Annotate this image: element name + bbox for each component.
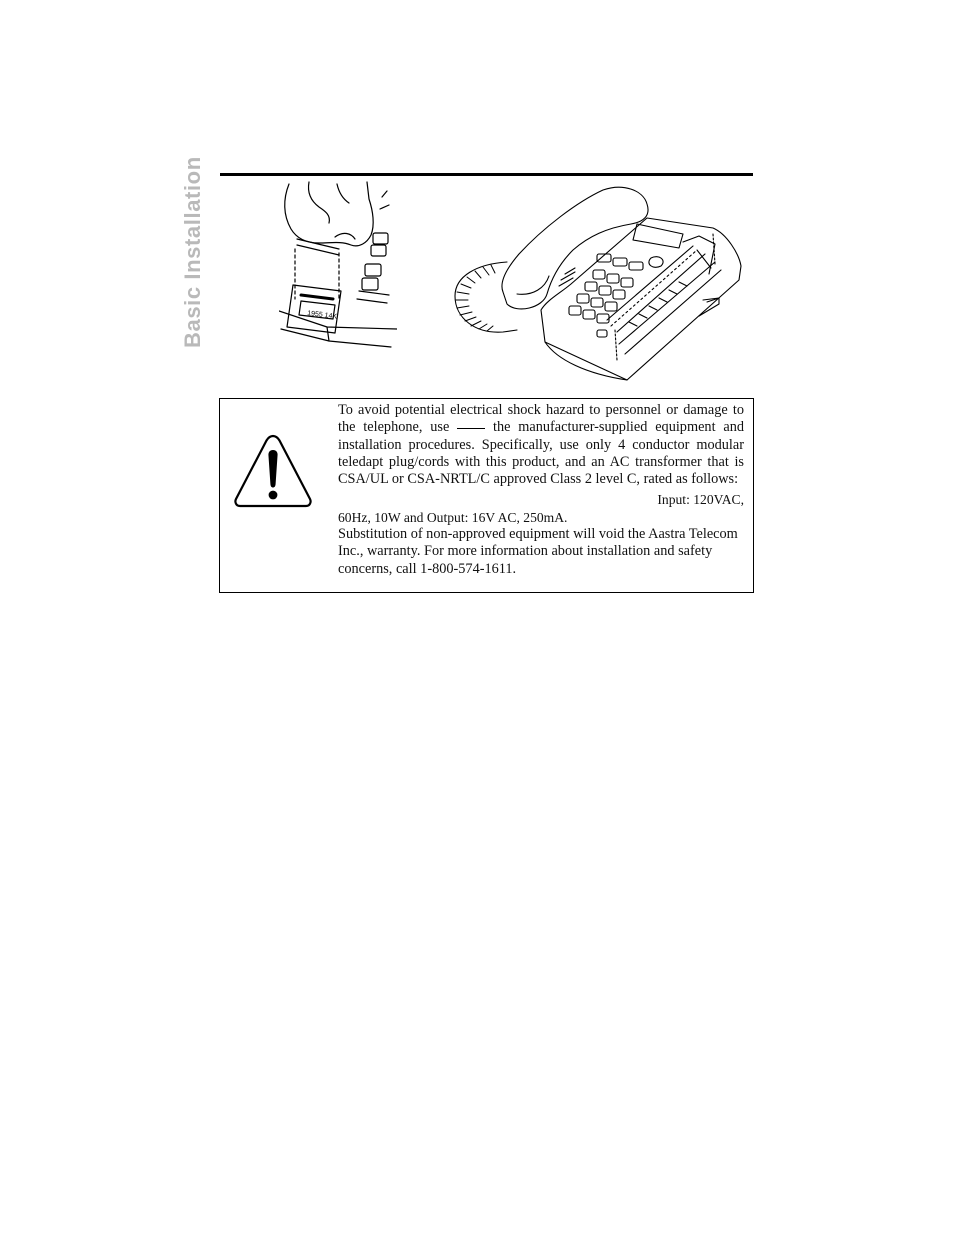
rating-input: Input: 120VAC,	[657, 492, 744, 508]
hand-inserting-label-illustration	[279, 179, 397, 349]
telephone-illustration	[447, 184, 744, 381]
header-rule	[220, 173, 753, 176]
warning-text-after-blank: the manufacturer-supplied equipment and installation procedures. Specifically, use only 4 conductor modular teledapt plug/cords with this product, and an AC transformer that is CSA/UL or CSA-NRTL/C approved Class 2 level C, rated as follows:	[338, 419, 745, 488]
safety-warning-box	[219, 398, 754, 593]
warning-triangle-icon	[233, 433, 313, 509]
blank-line	[457, 428, 485, 429]
rating-output: 60Hz, 10W and Output: 16V AC, 250mA.	[338, 509, 568, 525]
warranty-paragraph: Substitution of non-approved equipment will void the Aastra Telecom Inc., warranty. For more information about installation and safety concerns, call 1-800-574-1611.	[338, 526, 738, 577]
warning-paragraph	[338, 402, 744, 488]
label-card-text: 1955 14K	[306, 310, 338, 321]
warning-text	[338, 402, 744, 578]
section-side-label: Basic Installation	[180, 156, 205, 348]
warning-text-before-blank: To avoid potential electrical shock hazard to personnel or damage to the telephone, use	[338, 402, 744, 436]
